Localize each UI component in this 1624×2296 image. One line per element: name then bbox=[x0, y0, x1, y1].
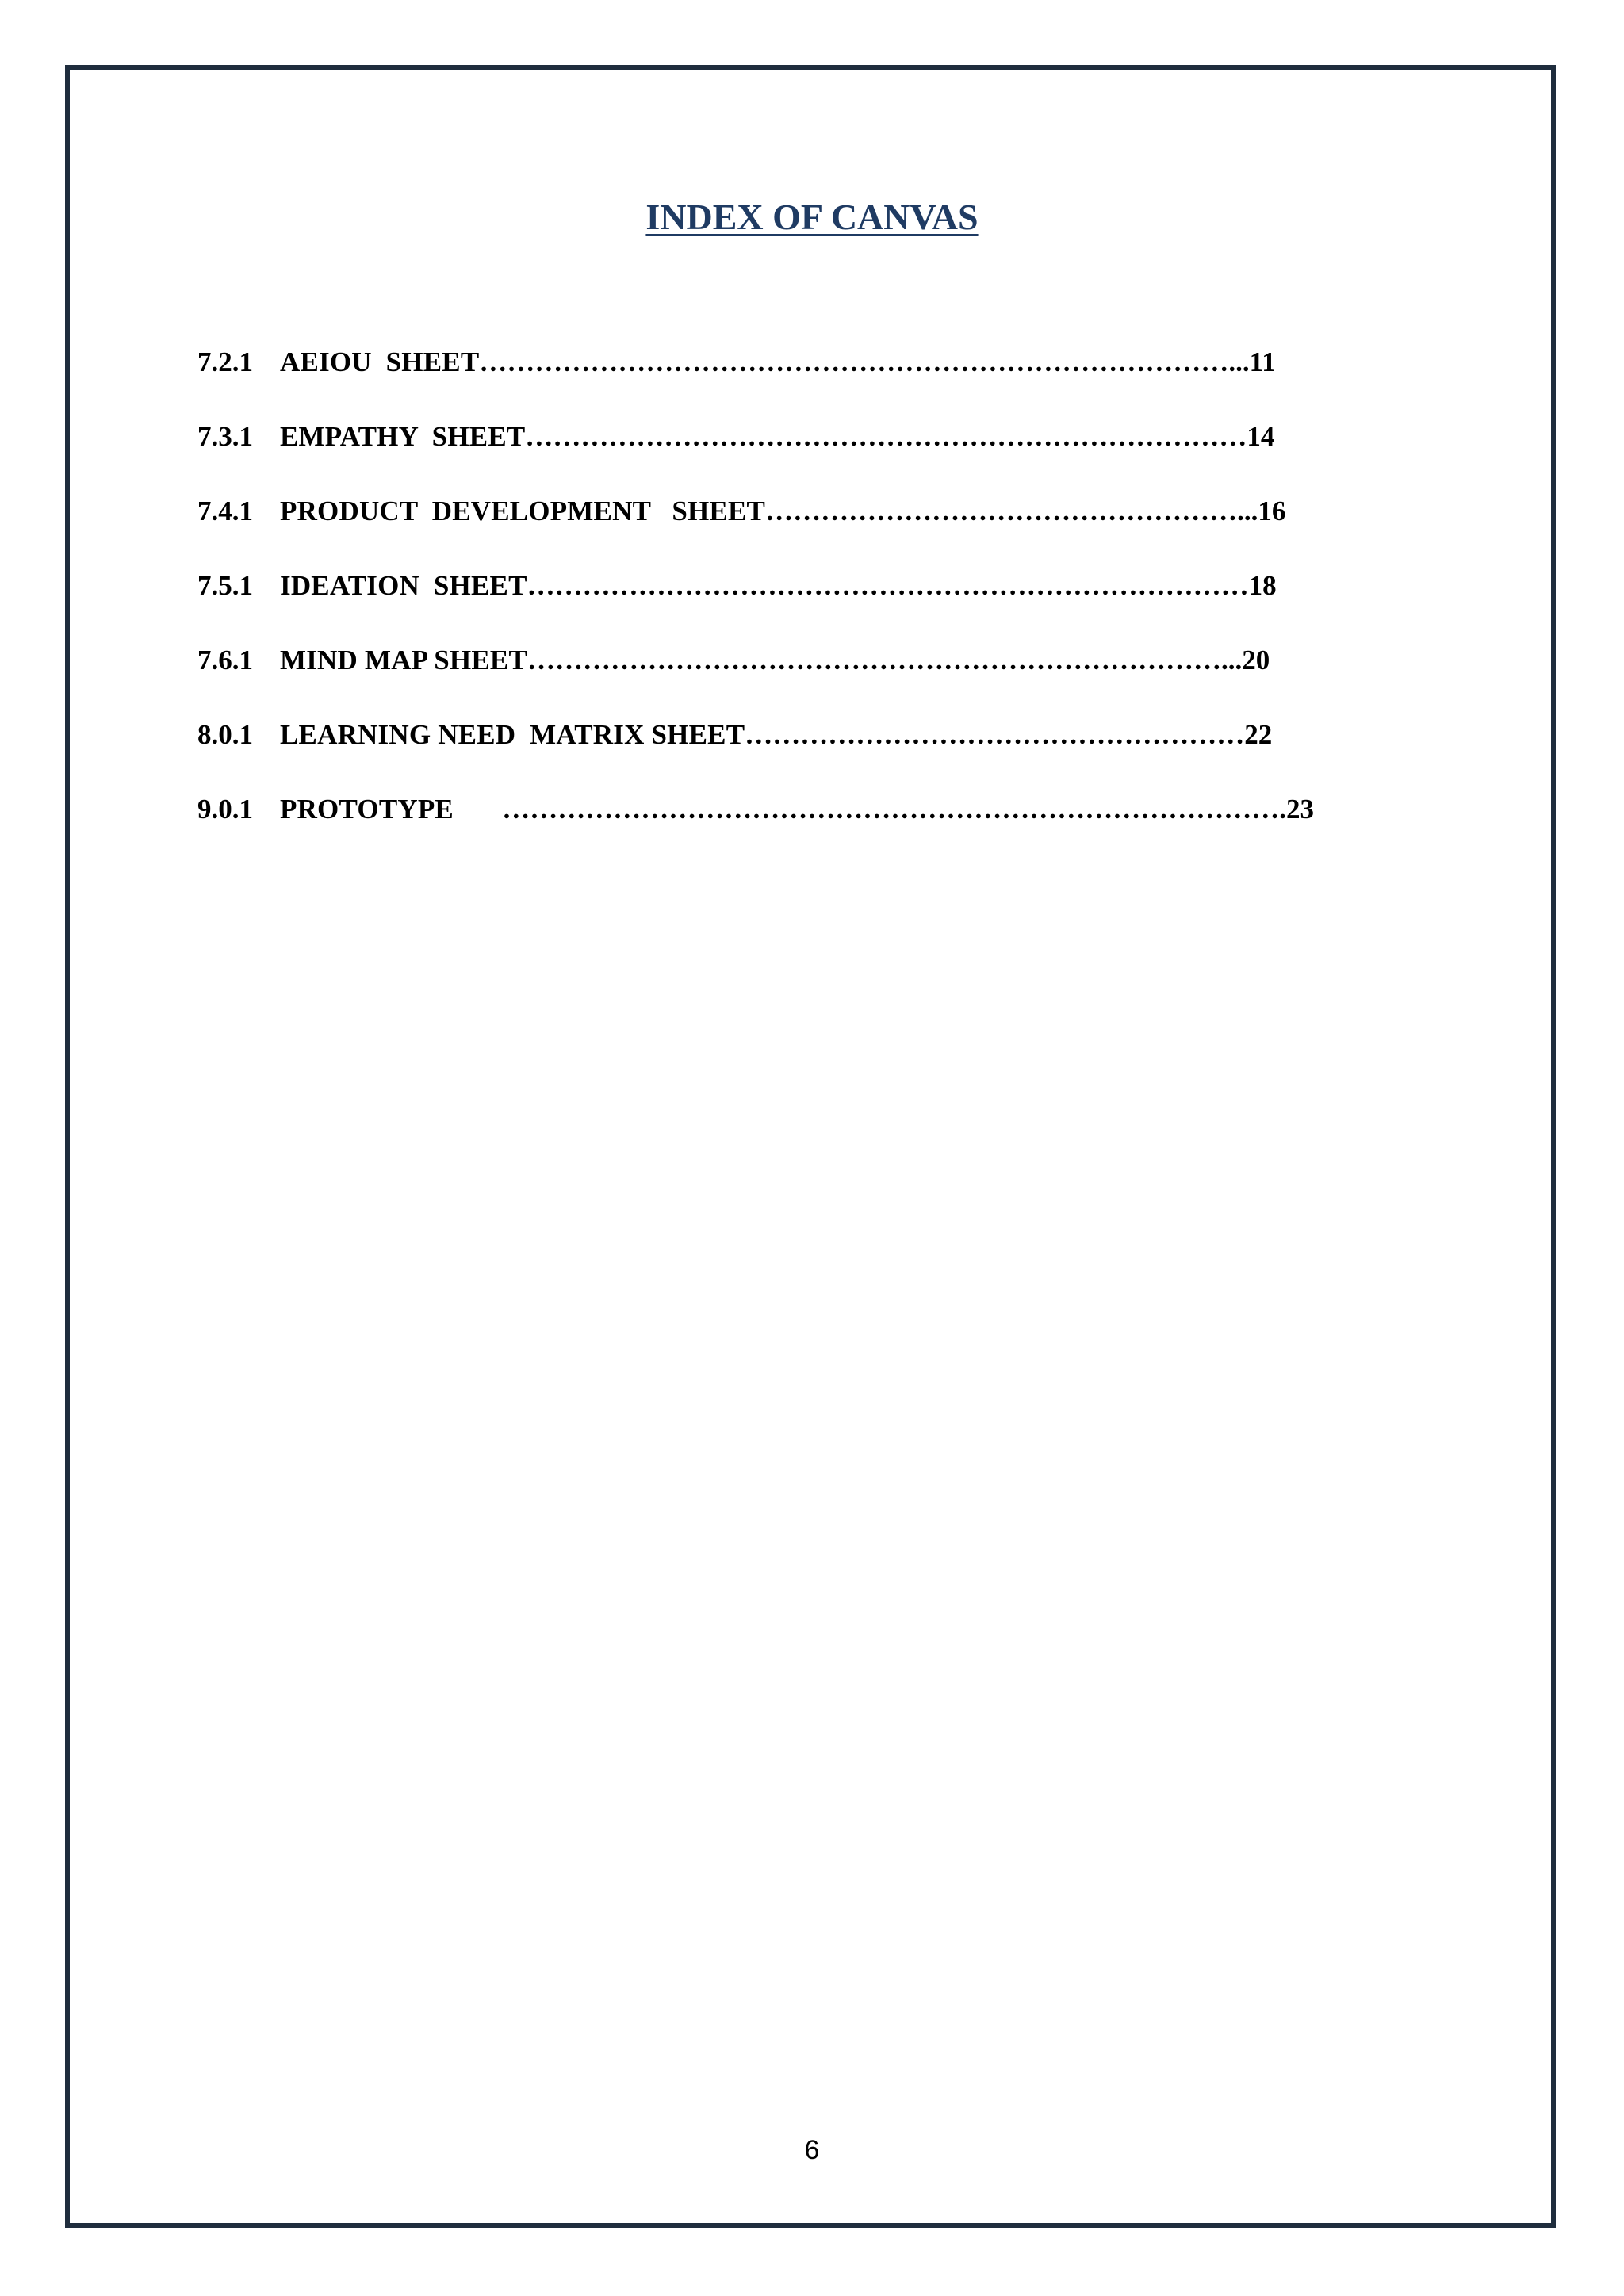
toc-entry[interactable] bbox=[197, 342, 1450, 417]
toc-entry-page: 22 bbox=[1244, 719, 1273, 750]
toc-entry-leader: …………………………………………………………………… bbox=[527, 570, 1249, 601]
toc-entry[interactable] bbox=[197, 492, 1450, 566]
toc-entry-leader: …………………………………………………………………………. bbox=[453, 794, 1286, 825]
toc-entry-label: IDEATION SHEET bbox=[280, 570, 527, 601]
page-title-text: INDEX OF CANVAS bbox=[645, 197, 979, 237]
toc-entry-leader: ……………………………………………… bbox=[745, 719, 1245, 750]
toc-entry-page: 16 bbox=[1258, 496, 1286, 526]
toc-entry-number: 8.0.1 bbox=[197, 719, 253, 750]
table-of-contents bbox=[197, 342, 1450, 864]
toc-entry-number: 7.6.1 bbox=[197, 645, 253, 675]
toc-entry-number: 9.0.1 bbox=[197, 794, 253, 825]
toc-entry-label: LEARNING NEED MATRIX SHEET bbox=[280, 719, 745, 750]
toc-entry[interactable] bbox=[197, 641, 1450, 715]
toc-entry[interactable] bbox=[197, 790, 1450, 864]
toc-entry-label: PRODUCT DEVELOPMENT SHEET bbox=[280, 496, 766, 526]
toc-entry-label: PROTOTYPE bbox=[280, 794, 454, 825]
toc-entry-label: EMPATHY SHEET bbox=[280, 421, 526, 452]
toc-entry-page: 11 bbox=[1249, 346, 1276, 377]
toc-entry-leader: …………………………………………………………………… bbox=[525, 421, 1247, 452]
toc-entry-page: 20 bbox=[1242, 645, 1270, 675]
toc-entry-leader: …………………………………………………………………... bbox=[527, 645, 1243, 675]
toc-entry-leader: ………………………………………………………………………... bbox=[479, 346, 1250, 377]
toc-entry-number: 7.3.1 bbox=[197, 421, 253, 452]
toc-entry-page: 18 bbox=[1248, 570, 1277, 601]
toc-entry[interactable] bbox=[197, 417, 1450, 492]
toc-entry-number: 7.4.1 bbox=[197, 496, 253, 526]
toc-entry[interactable] bbox=[197, 715, 1450, 790]
toc-entry-page: 23 bbox=[1285, 794, 1314, 825]
page-number: 6 bbox=[804, 2135, 820, 2165]
toc-entry-label: AEIOU SHEET bbox=[280, 346, 480, 377]
page-title bbox=[0, 193, 1624, 241]
toc-entry[interactable] bbox=[197, 566, 1450, 641]
toc-entry-label: MIND MAP SHEET bbox=[280, 645, 527, 675]
toc-entry-number: 7.2.1 bbox=[197, 346, 253, 377]
toc-entry-leader: ……………………………………………... bbox=[765, 496, 1258, 526]
toc-entry-number: 7.5.1 bbox=[197, 570, 253, 601]
toc-entry-page: 14 bbox=[1247, 421, 1275, 452]
